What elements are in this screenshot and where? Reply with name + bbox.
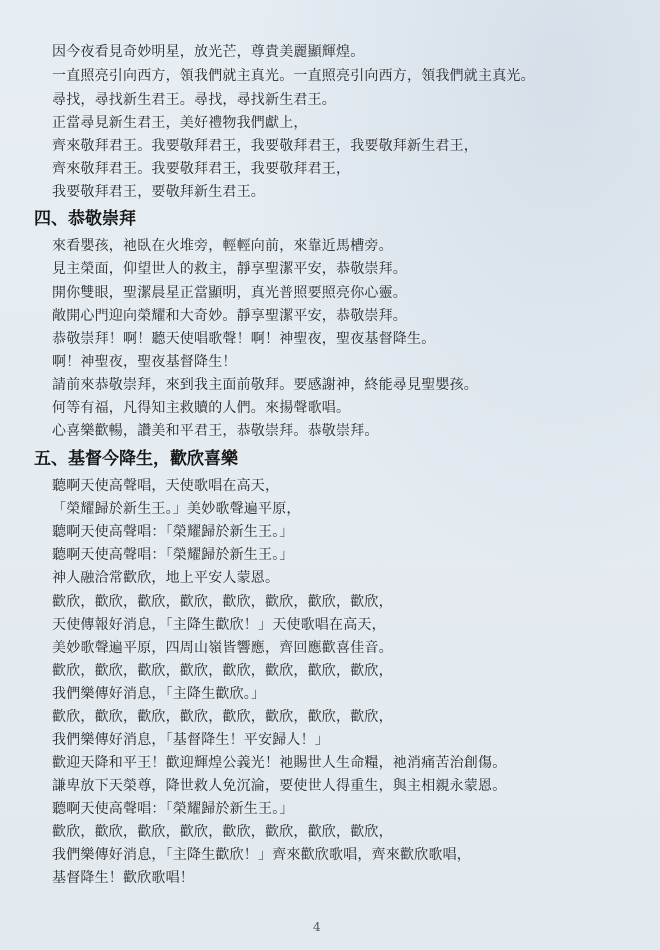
lyric-line: 請前來恭敬崇拜，來到我主面前敬拜。要感謝神，終能尋見聖嬰孩。 [52, 377, 478, 393]
song-5-heading: 五、基督今降生，歡欣喜樂 [34, 449, 238, 469]
lyric-line: 尋找，尋找新生君王。尋找，尋找新生君王。 [52, 92, 336, 108]
lyric-line: 敞開心門迎向榮耀和大奇妙。靜享聖潔平安，恭敬崇拜。 [52, 308, 407, 324]
lyric-line: 我們樂傳好消息，「主降生歡欣。」 [52, 686, 266, 702]
lyric-line: 聽啊天使高聲唱：「榮耀歸於新生王。」 [52, 524, 294, 540]
lyric-line: 聽啊天使高聲唱：「榮耀歸於新生王。」 [52, 801, 294, 817]
lyric-line: 見主榮面，仰望世人的救主，靜享聖潔平安，恭敬崇拜。 [52, 261, 407, 277]
lyric-line: 心喜樂歡暢，讚美和平君王，恭敬崇拜。恭敬崇拜。 [52, 423, 379, 439]
lyric-line: 歡欣，歡欣，歡欣，歡欣，歡欣，歡欣，歡欣，歡欣， [52, 594, 393, 610]
lyric-line: 我們樂傳好消息，「主降生歡欣！」齊來歡欣歌唱，齊來歡欣歌唱， [52, 847, 471, 863]
lyric-line: 我們樂傳好消息，「基督降生！平安歸人！」 [52, 732, 329, 748]
lyric-line: 歡欣，歡欣，歡欣，歡欣，歡欣，歡欣，歡欣，歡欣， [52, 663, 393, 679]
lyric-line: 聽啊天使高聲唱，天使歌唱在高天， [52, 478, 280, 494]
lyric-line: 歡欣，歡欣，歡欣，歡欣，歡欣，歡欣，歡欣，歡欣， [52, 824, 393, 840]
lyric-line: 齊來敬拜君王。我要敬拜君王，我要敬拜君王，我要敬拜新生君王， [52, 138, 478, 154]
song-4-heading: 四、恭敬崇拜 [34, 209, 136, 229]
lyric-line: 聽啊天使高聲唱：「榮耀歸於新生王。」 [52, 547, 294, 563]
lyric-line: 「榮耀歸於新生王。」美妙歌聲遍平原， [52, 501, 301, 517]
lyric-line: 啊！神聖夜，聖夜基督降生！ [52, 354, 237, 370]
lyric-line: 我要敬拜君王，要敬拜新生君王。 [52, 184, 265, 200]
lyric-line: 一直照亮引向西方，領我們就主真光。一直照亮引向西方，領我們就主真光。 [52, 68, 535, 84]
lyric-line: 歡欣，歡欣，歡欣，歡欣，歡欣，歡欣，歡欣，歡欣， [52, 709, 393, 725]
lyric-line: 正當尋見新生君王，美好禮物我們獻上， [52, 115, 308, 131]
lyric-line: 恭敬崇拜！啊！聽天使唱歌聲！啊！神聖夜，聖夜基督降生。 [52, 331, 436, 347]
lyric-line: 來看嬰孩，祂臥在火堆旁，輕輕向前，來靠近馬槽旁。 [52, 238, 393, 254]
lyric-line: 開你雙眼，聖潔晨星正當顯明，真光普照要照亮你心靈。 [52, 285, 407, 301]
lyric-line: 天使傳報好消息，「主降生歡欣！」天使歌唱在高天， [52, 617, 386, 633]
lyric-line: 齊來敬拜君王。我要敬拜君王，我要敬拜君王， [52, 161, 351, 177]
lyric-line: 何等有福，凡得知主救贖的人們。來揚聲歌唱。 [52, 400, 351, 416]
lyric-line: 神人融洽常歡欣，地上平安人蒙恩。 [52, 570, 280, 586]
lyric-line: 基督降生！歡欣歌唱！ [52, 870, 194, 886]
lyric-line: 謙卑放下天榮尊，降世救人免沉淪，要使世人得重生，與主相親永蒙恩。 [52, 778, 507, 794]
lyric-line: 美妙歌聲遍平原，四周山嶺皆響應，齊回應歡喜佳音。 [52, 640, 393, 656]
page-number: 4 [313, 920, 321, 934]
lyric-line: 歡迎天降和平王！歡迎輝煌公義光！祂賜世人生命糧，祂消痛苦治創傷。 [52, 755, 507, 771]
lyric-line: 因今夜看見奇妙明星，放光芒，尊貴美麗顯輝煌。 [52, 44, 365, 60]
